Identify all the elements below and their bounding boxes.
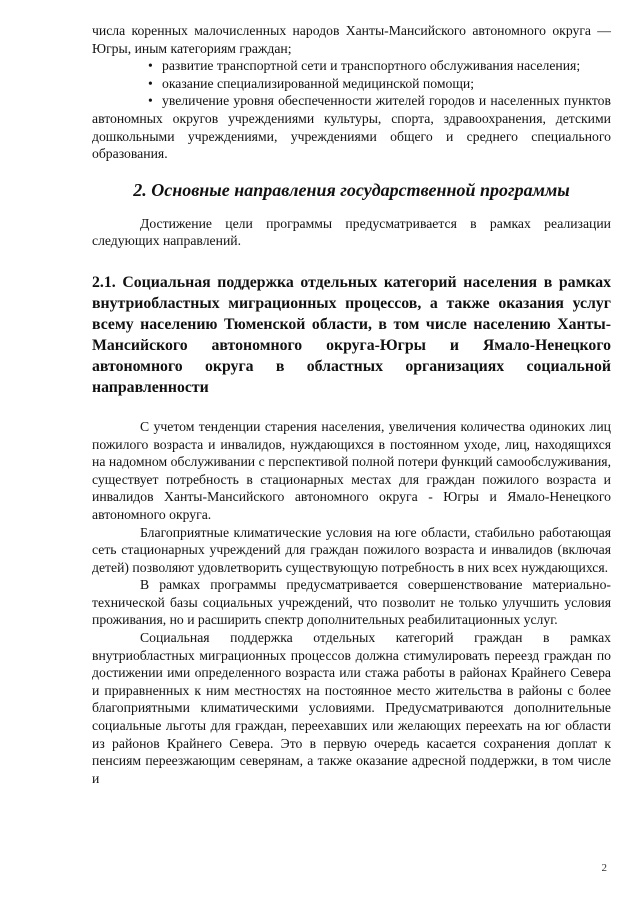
body-paragraph: Благоприятные климатические условия на юге области, стабильно работающая сеть стационарных учреждений для граждан пожилого возраста и инвалидов (включая детей) позволяют удовлетворить существующую потребность в них всех нуждающихся. <box>92 524 611 575</box>
bullet-item <box>92 57 611 75</box>
section-title: 2. Основные направления государственной программы <box>133 179 570 200</box>
bullet-text: развитие транспортной сети и транспортного обслуживания населения; <box>162 58 581 74</box>
body-paragraph: В рамках программы предусматривается совершенствование материально-технической базы социальных учреждений, что позволит не только улучшить условия проживания, но и расширить спектр дополнительных реабилитационных услуг. <box>92 577 611 628</box>
paragraph-goal: Достижение цели программы предусматривается в рамках реализации следующих направлений. <box>92 215 611 249</box>
bullet-icon: • <box>148 93 153 109</box>
bullet-item <box>92 92 611 162</box>
subsection-title: 2.1. Социальная поддержка отдельных категорий населения в рамках внутриобластных миграционных процессов, а также оказания услуг всему населению Тюменской области, в том числе населению Ханты-Мансийского автономного округа-Югры и Ямало-Ненецкого автономного округа в областных организациях социальной направленности <box>92 273 611 396</box>
bullet-text: увеличение уровня обеспеченности жителей городов и населенных пунктов автономных округов учреждениями культуры, спорта, здравоохранения, детскими дошкольными учреждениями, учреждениями общего и среднего специального образования. <box>92 93 611 162</box>
page-content <box>92 22 611 787</box>
bullet-text: оказание специализированной медицинской помощи; <box>162 75 475 91</box>
bullet-icon: • <box>148 58 153 74</box>
paragraph-intro-continued: числа коренных малочисленных народов Ханты-Мансийского автономного округа — Югры, иным категориям граждан; <box>92 23 611 56</box>
page-number: 2 <box>601 862 607 874</box>
bullet-item <box>92 75 611 93</box>
body-paragraph: Социальная поддержка отдельных категорий граждан в рамках внутриобластных миграционных процессов должна стимулировать переезд граждан по достижении ими определенного возраста или стажа работы в районах Крайнего Севера и приравненных к ним местностях на постоянное место жительства в районы с более благоприятными климатическими условиями. Предусматриваются дополнительные социальные льготы для граждан, переехавших или желающих переехать на юг области из районов Крайнего Севера. Это в первую очередь касается сохранения доплат к пенсиям переезжающим северянам, а также оказание адресной поддержки, в том числе и <box>92 630 611 786</box>
body-paragraph: С учетом тенденции старения населения, увеличения количества одиноких лиц пожилого возраста и инвалидов, нуждающихся в постоянном уходе, лиц, находящихся на надомном обслуживании с перспективой полной потери функций самообслуживания, существует потребность в стационарных местах для граждан пожилого возраста и инвалидов Ханты-Мансийского автономного округа - Югры и Ямало-Ненецкого автономного округа. <box>92 418 611 522</box>
bullet-icon: • <box>148 75 153 91</box>
